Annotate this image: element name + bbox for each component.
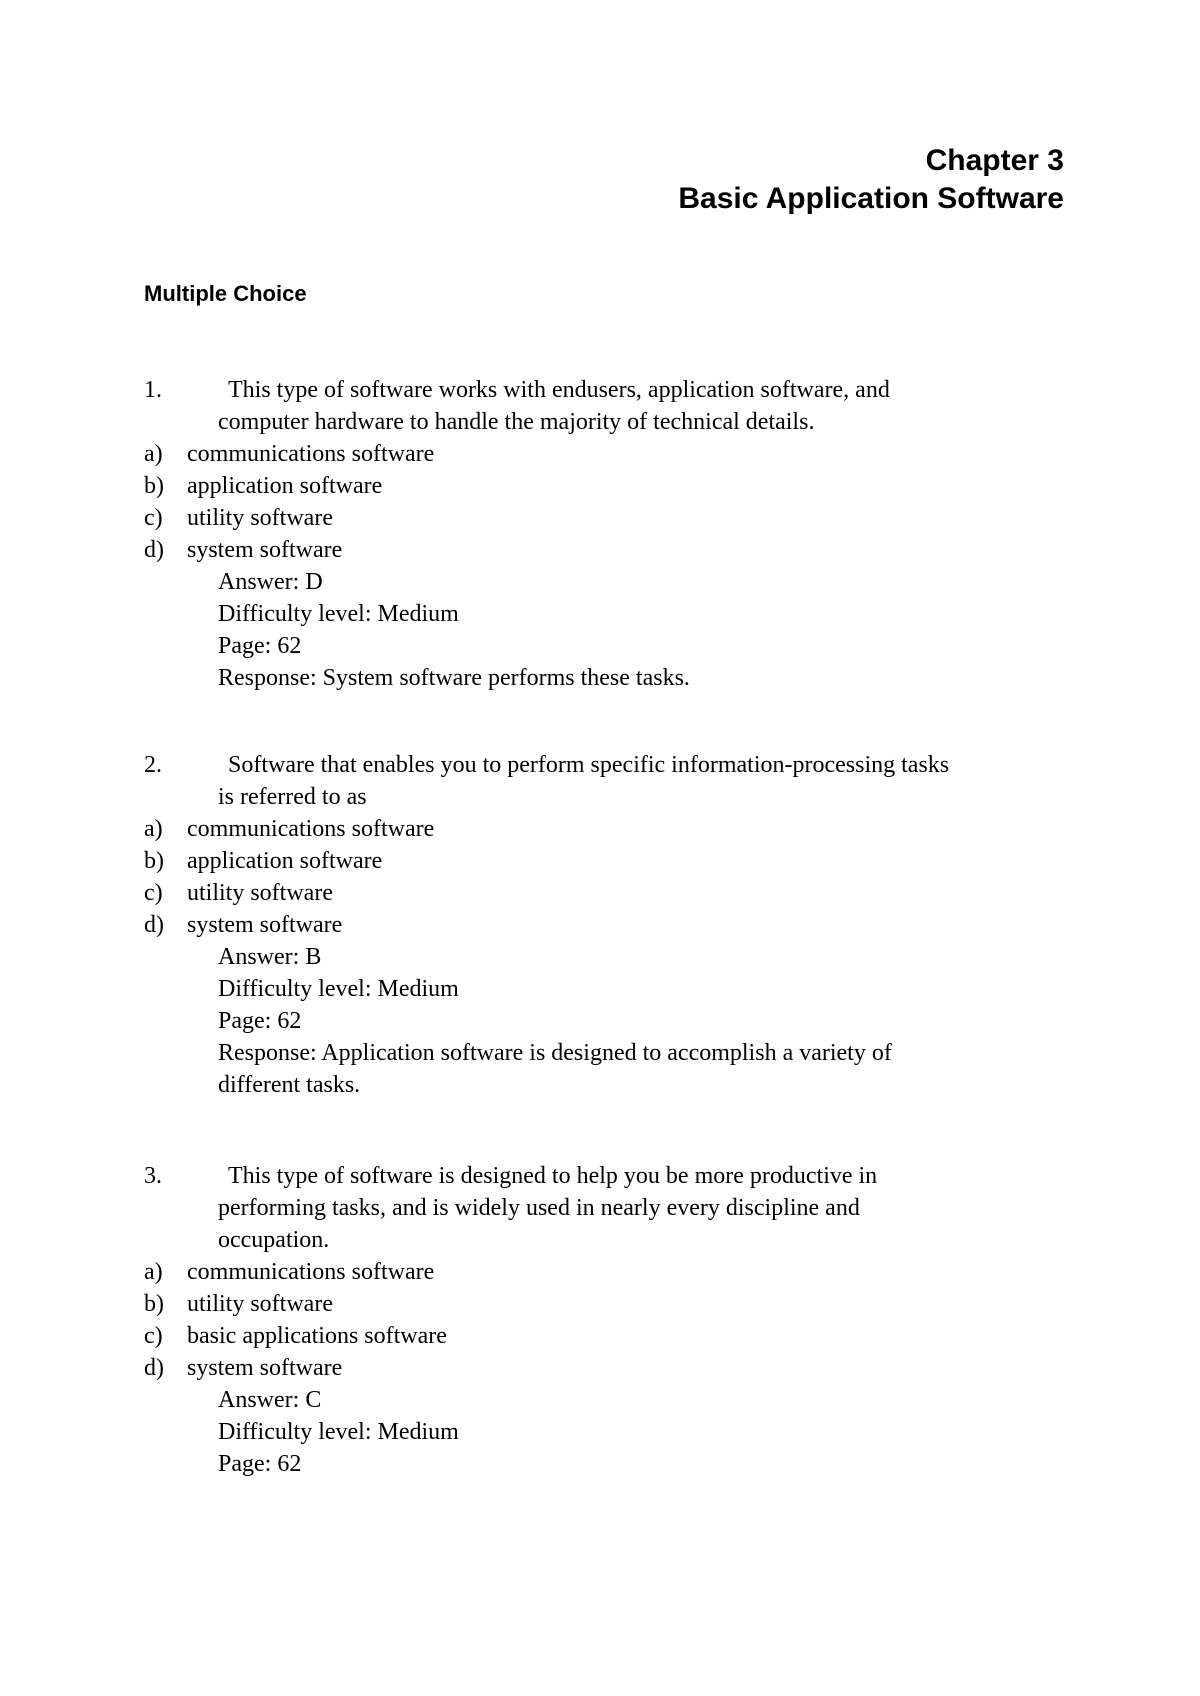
option-d bbox=[0, 1352, 1200, 1384]
question-number: 1. bbox=[144, 377, 162, 403]
question-stem bbox=[0, 374, 1200, 438]
option-b bbox=[0, 1288, 1200, 1320]
response-line: Response: System software performs these tasks. bbox=[218, 665, 690, 691]
option-d bbox=[0, 534, 1200, 566]
option-letter: a) bbox=[144, 1259, 163, 1285]
option-letter: b) bbox=[144, 473, 164, 499]
answer-meta bbox=[0, 1384, 1200, 1480]
option-text: system software bbox=[187, 1355, 343, 1381]
question-stem-line: This type of software works with endusers, application software, and bbox=[228, 377, 890, 403]
page-line: Page: 62 bbox=[218, 1451, 302, 1477]
option-letter: c) bbox=[144, 505, 163, 531]
option-text: application software bbox=[187, 848, 383, 874]
question-3 bbox=[0, 1160, 1200, 1480]
answer-line: Answer: C bbox=[218, 1387, 322, 1413]
option-c bbox=[0, 877, 1200, 909]
option-letter: c) bbox=[144, 1323, 163, 1349]
question-2 bbox=[0, 749, 1200, 1101]
option-text: application software bbox=[187, 473, 383, 499]
difficulty-line: Difficulty level: Medium bbox=[218, 601, 459, 627]
answer-line: Answer: D bbox=[218, 569, 323, 595]
option-d bbox=[0, 909, 1200, 941]
option-text: utility software bbox=[187, 505, 333, 531]
chapter-number: Chapter 3 bbox=[925, 144, 1064, 177]
difficulty-line: Difficulty level: Medium bbox=[218, 976, 459, 1002]
response-line: Response: Application software is designed to accomplish a variety of bbox=[218, 1040, 892, 1066]
answer-meta bbox=[0, 566, 1200, 694]
option-letter: c) bbox=[144, 880, 163, 906]
option-b bbox=[0, 470, 1200, 502]
option-c bbox=[0, 502, 1200, 534]
option-list bbox=[0, 438, 1200, 566]
question-stem-line: is referred to as bbox=[218, 784, 367, 810]
section-title: Multiple Choice bbox=[144, 281, 307, 306]
option-a bbox=[0, 1256, 1200, 1288]
question-stem-line: performing tasks, and is widely used in nearly every discipline and bbox=[218, 1195, 860, 1221]
option-text: basic applications software bbox=[187, 1323, 447, 1349]
option-letter: b) bbox=[144, 848, 164, 874]
option-letter: d) bbox=[144, 912, 164, 938]
question-stem-line: This type of software is designed to help you be more productive in bbox=[228, 1163, 878, 1189]
chapter-header bbox=[678, 142, 1064, 218]
option-text: utility software bbox=[187, 880, 333, 906]
option-text: utility software bbox=[187, 1291, 333, 1317]
difficulty-line: Difficulty level: Medium bbox=[218, 1419, 459, 1445]
option-letter: b) bbox=[144, 1291, 164, 1317]
response-line: different tasks. bbox=[218, 1072, 361, 1098]
answer-line: Answer: B bbox=[218, 944, 322, 970]
option-list bbox=[0, 1256, 1200, 1384]
question-stem bbox=[0, 749, 1200, 813]
option-list bbox=[0, 813, 1200, 941]
question-stem-line: occupation. bbox=[218, 1227, 330, 1253]
option-b bbox=[0, 845, 1200, 877]
option-text: system software bbox=[187, 912, 343, 938]
option-text: communications software bbox=[187, 816, 435, 842]
option-a bbox=[0, 813, 1200, 845]
question-stem-line: computer hardware to handle the majority of technical details. bbox=[218, 409, 815, 435]
question-stem bbox=[0, 1160, 1200, 1256]
option-a bbox=[0, 438, 1200, 470]
option-letter: d) bbox=[144, 537, 164, 563]
option-letter: a) bbox=[144, 441, 163, 467]
chapter-title: Basic Application Software bbox=[678, 182, 1064, 215]
question-number: 3. bbox=[144, 1163, 162, 1189]
page-line: Page: 62 bbox=[218, 633, 302, 659]
page-line: Page: 62 bbox=[218, 1008, 302, 1034]
question-stem-line: Software that enables you to perform specific information-processing tasks bbox=[228, 752, 950, 778]
question-1 bbox=[0, 374, 1200, 694]
option-text: communications software bbox=[187, 441, 435, 467]
option-text: communications software bbox=[187, 1259, 435, 1285]
question-number: 2. bbox=[144, 752, 162, 778]
option-letter: a) bbox=[144, 816, 163, 842]
option-letter: d) bbox=[144, 1355, 164, 1381]
option-text: system software bbox=[187, 537, 343, 563]
answer-meta bbox=[0, 941, 1200, 1101]
option-c bbox=[0, 1320, 1200, 1352]
